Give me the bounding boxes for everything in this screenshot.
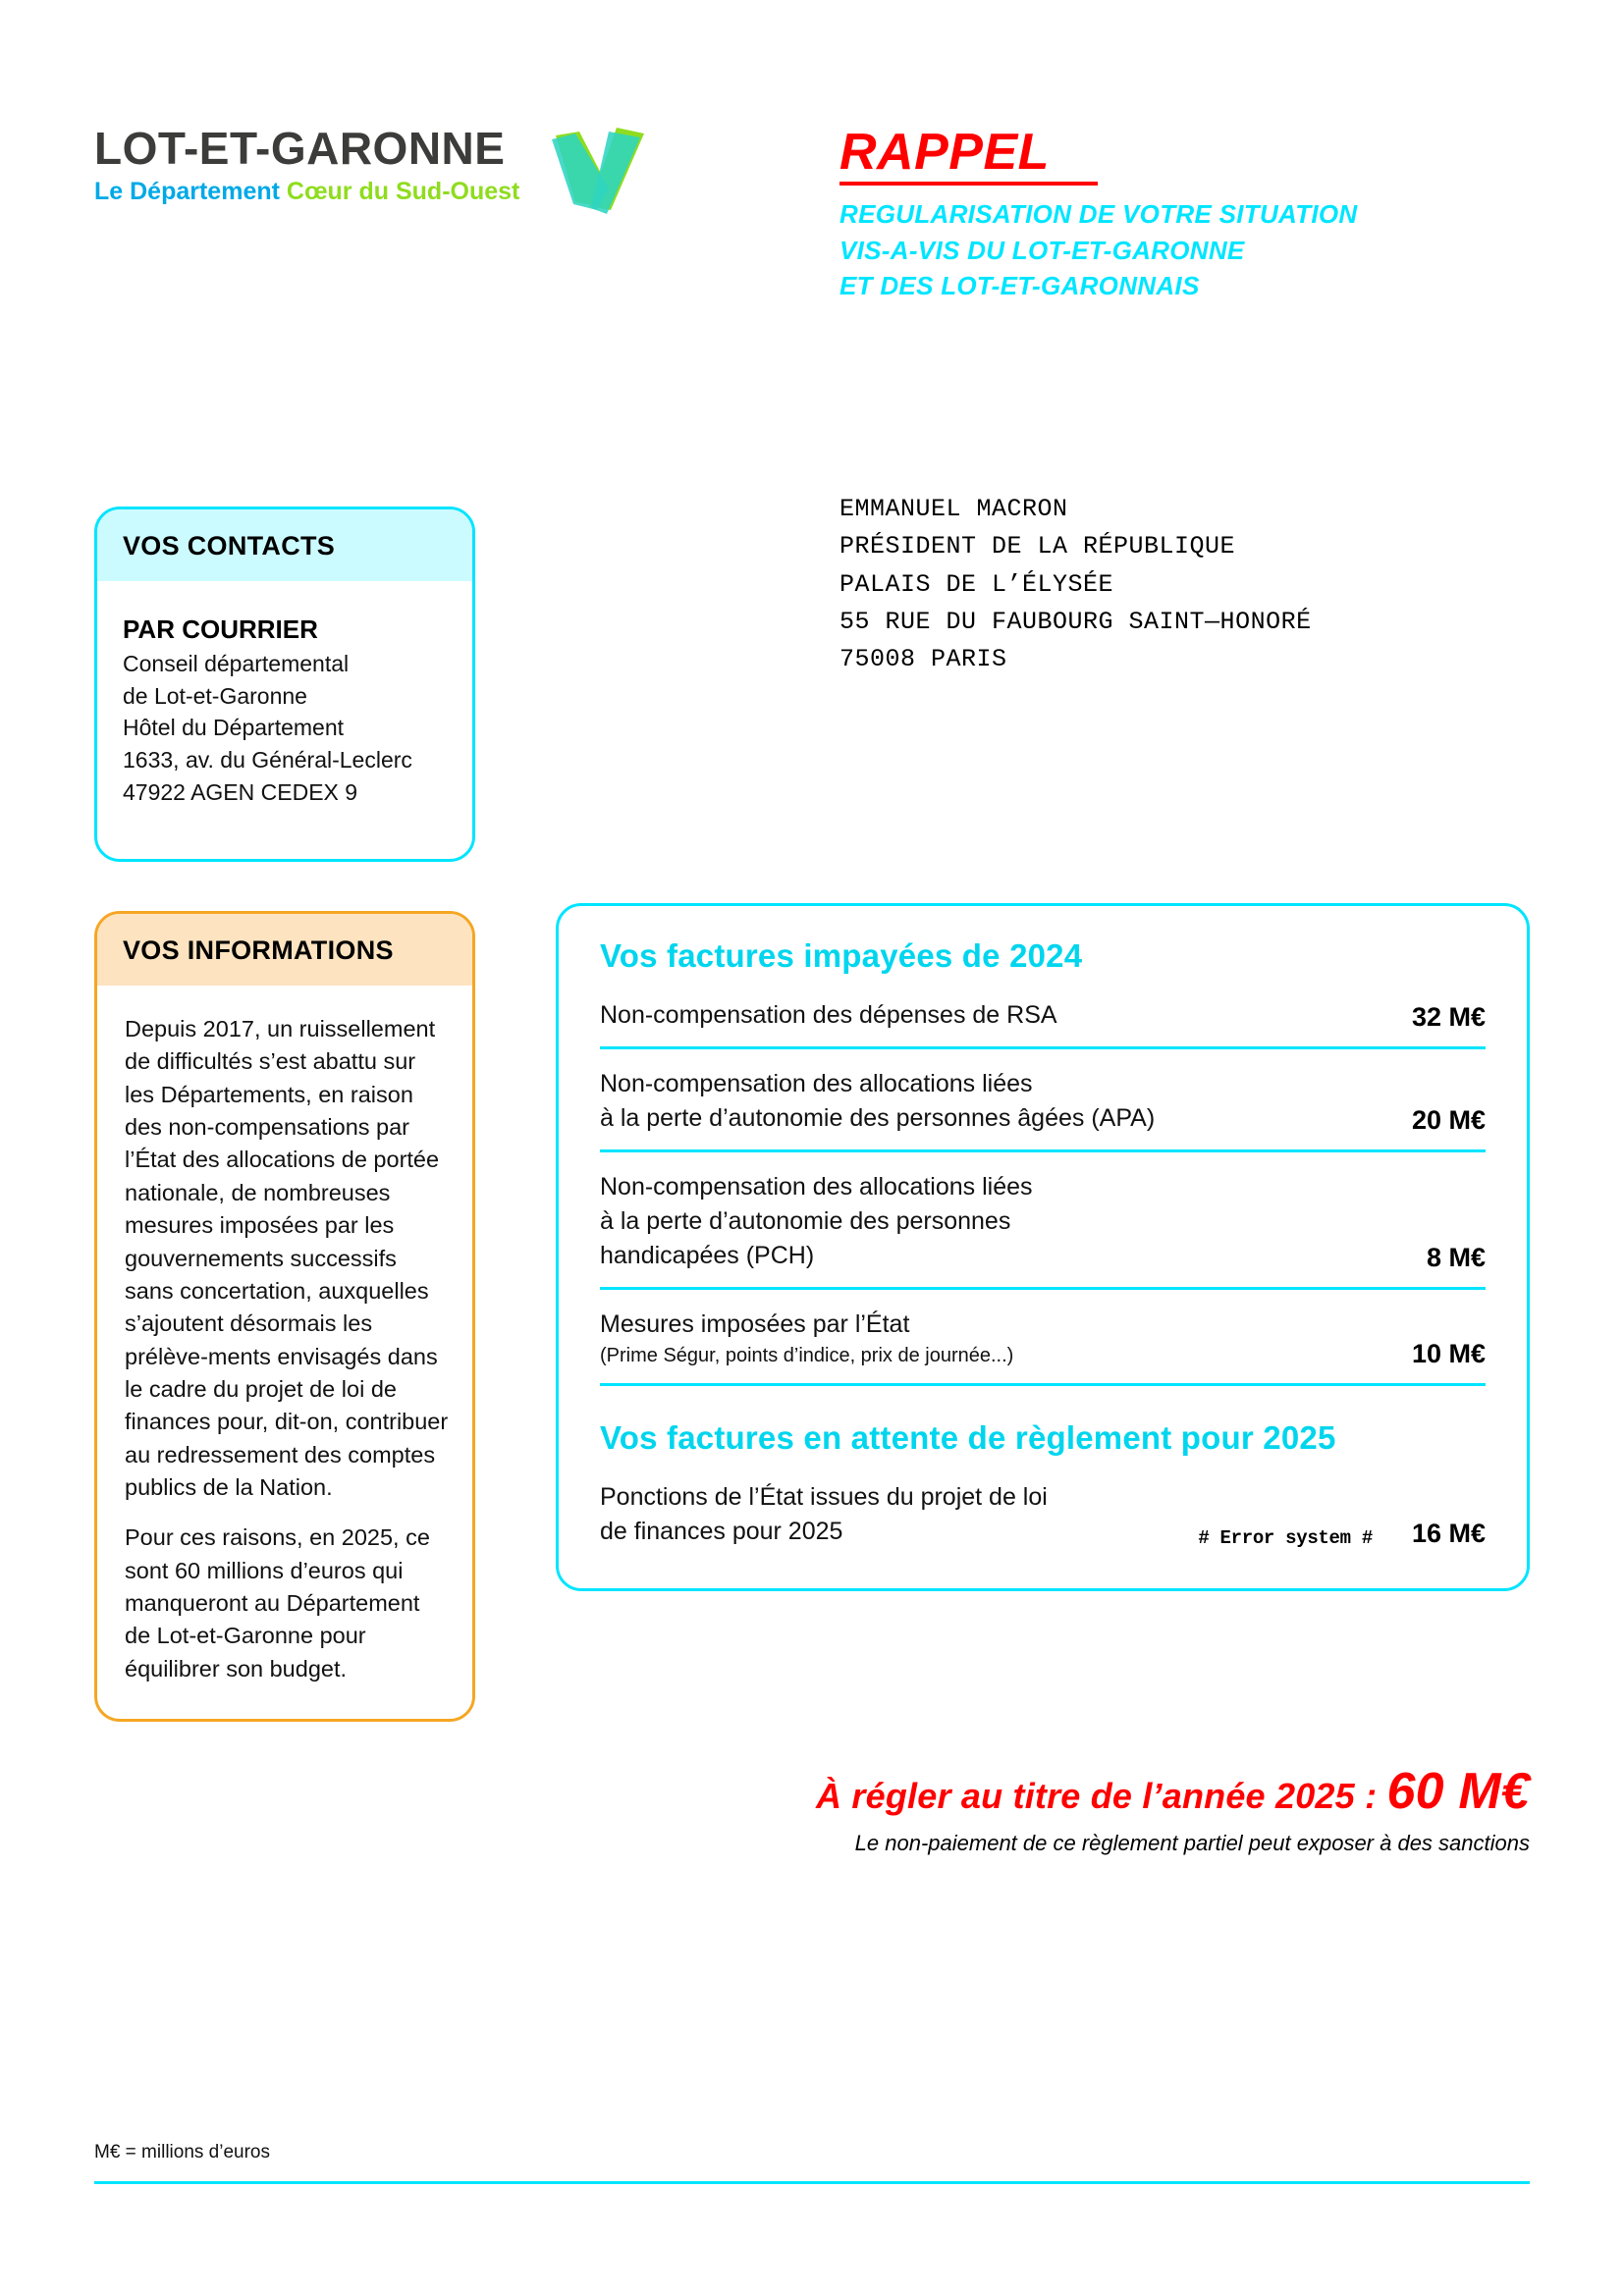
total-due-warning: Le non-paiement de ce règlement partiel peut exposer à des sanctions	[854, 1831, 1530, 1855]
total-due-amount: 60 M€	[1386, 1763, 1530, 1820]
invoice-section-2024-title: Vos factures impayées de 2024	[600, 937, 1083, 974]
invoice-row-label: Ponctions de l’État issues du projet de loi de finances pour 2025	[600, 1483, 1048, 1545]
page-header	[0, 0, 1624, 324]
contacts-panel-body	[97, 581, 472, 859]
rappel-subtitle-line-3: ET DES LOT-ET-GARONNAIS	[839, 271, 1200, 301]
recipient-line: EMMANUEL MACRON	[839, 495, 1068, 523]
chevron-swoosh-logo-icon	[550, 116, 658, 224]
recipient-line: 75008 PARIS	[839, 645, 1007, 673]
contacts-address-line: 1633, av. du Général-Leclerc	[123, 746, 412, 773]
rappel-title: RAPPEL	[839, 124, 1050, 181]
recipient-line: 55 RUE DU FAUBOURG SAINT—HONORÉ	[839, 607, 1312, 636]
logo-wordmark: LOT-ET-GARONNE	[94, 123, 506, 174]
contacts-panel-title: VOS CONTACTS	[97, 509, 472, 581]
invoice-row	[600, 1166, 1486, 1290]
rappel-heading-block	[839, 126, 1546, 304]
invoice-row-label	[600, 1308, 1400, 1369]
total-due-label: À régler au titre de l’année 2025 :	[816, 1776, 1387, 1816]
contacts-subtitle: PAR COURRIER	[123, 614, 318, 644]
logo-tagline-green: Cœur du Sud-Ouest	[286, 178, 520, 205]
recipient-line: PRÉSIDENT DE LA RÉPUBLIQUE	[839, 532, 1236, 561]
invoice-row-error-marker: # Error system #	[1198, 1527, 1373, 1549]
invoice-row-label: Non-compensation des allocations liées à la perte d’autonomie des personnes âgées (APA)	[600, 1070, 1156, 1132]
informations-panel-body	[97, 986, 472, 1719]
informations-panel	[94, 911, 475, 1722]
recipient-line: PALAIS DE L’ÉLYSÉE	[839, 569, 1114, 599]
contacts-address-line: 47922 AGEN CEDEX 9	[123, 778, 358, 805]
invoice-section-2025-title: Vos factures en attente de règlement pour 2025	[600, 1419, 1336, 1456]
footer-note: M€ = millions d’euros	[94, 2142, 270, 2163]
total-due-block	[556, 1762, 1530, 1856]
invoice-row-amount: 10 M€	[1411, 1339, 1486, 1368]
contacts-address-line: Conseil départemental	[123, 651, 350, 676]
invoice-row-amount: 20 M€	[1411, 1105, 1486, 1135]
informations-panel-title: VOS INFORMATIONS	[97, 914, 472, 986]
informations-paragraph: Pour ces raisons, en 2025, ce sont 60 millions d’euros qui manqueront au Département de Lot-et-Garonne pour équilibrer son budget.	[125, 1524, 430, 1682]
invoice-row	[600, 994, 1486, 1049]
invoice-row-amount: 8 M€	[1426, 1243, 1486, 1272]
informations-paragraph: Depuis 2017, un ruissellement de difficultés s’est abattu sur les Départements, en raison des non-compensations par l’État des allocations de portée nationale, de nombreuses mesures imposées par les gouvernements successifs sans concertation, auxquelles s’ajoutent désormais les prélève-ments envisagés dans le cadre du projet de loi de finances pour, dit-on, contribuer au redressement des comptes publics de la Nation.	[125, 1016, 449, 1501]
logo-tagline-blue: Le Département	[94, 178, 287, 205]
invoice-row	[600, 1476, 1486, 1549]
invoice-row-note: (Prime Ségur, points d’indice, prix de journée...)	[600, 1345, 1014, 1366]
total-due-line	[556, 1762, 1530, 1821]
recipient-address	[839, 491, 1312, 678]
invoice-row-label: Non-compensation des dépenses de RSA	[600, 1001, 1057, 1029]
contacts-address-line: de Lot-et-Garonne	[123, 682, 307, 709]
rappel-underline	[839, 182, 1098, 186]
footer-rule	[94, 2181, 1530, 2184]
invoice-row-amount: 32 M€	[1411, 1002, 1486, 1032]
invoice-row	[600, 1063, 1486, 1152]
contacts-address-line: Hôtel du Département	[123, 715, 345, 741]
contacts-panel	[94, 507, 475, 862]
invoice-row-amount: 16 M€	[1411, 1519, 1486, 1548]
rappel-subtitle-line-2: VIS-A-VIS DU LOT-ET-GARONNE	[839, 235, 1245, 265]
invoice-row	[600, 1304, 1486, 1386]
rappel-subtitle-line-1: REGULARISATION DE VOTRE SITUATION	[839, 198, 1358, 229]
invoice-row-label-text: Mesures imposées par l’État	[600, 1310, 910, 1338]
invoice-panel	[556, 903, 1530, 1591]
invoice-row-label: Non-compensation des allocations liées à la perte d’autonomie des personnes handicapées (PCH)	[600, 1173, 1033, 1269]
